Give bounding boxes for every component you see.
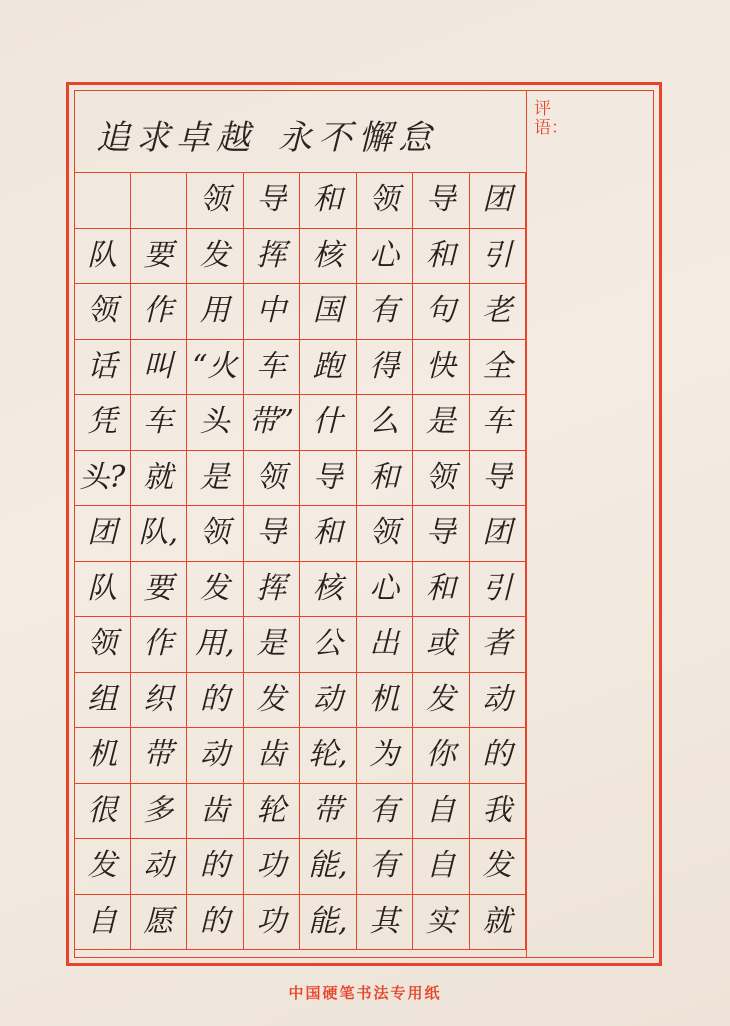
- grid-cell: 出: [357, 617, 414, 673]
- grid-cell: 的: [470, 728, 527, 784]
- comment-column-divider: [526, 90, 527, 958]
- grid-cell: 凭: [74, 395, 131, 451]
- grid-cell: 叫: [131, 340, 188, 396]
- grid-cell: 公: [300, 617, 357, 673]
- grid-cell: 领: [357, 506, 414, 562]
- grid-cell: 车: [470, 395, 527, 451]
- grid-cell: [74, 173, 131, 229]
- grid-cell: 核: [300, 562, 357, 618]
- grid-cell: 挥: [244, 562, 301, 618]
- grid-cell: 有: [357, 839, 414, 895]
- grid-cell: 和: [300, 506, 357, 562]
- grid-cell: 实: [413, 895, 470, 951]
- grid-cell: 和: [413, 562, 470, 618]
- grid-cell: 得: [357, 340, 414, 396]
- grid-cell: 的: [187, 895, 244, 951]
- grid-cell: 带”: [244, 395, 301, 451]
- grid-cell: 领: [74, 284, 131, 340]
- grid-cell: 话: [74, 340, 131, 396]
- grid-cell: 引: [470, 562, 527, 618]
- grid-cell: 队,: [131, 506, 188, 562]
- grid-cell: 和: [413, 229, 470, 285]
- grid-cell: 句: [413, 284, 470, 340]
- grid-cell: 车: [244, 340, 301, 396]
- grid-cell: 动: [131, 839, 188, 895]
- grid-cell: 要: [131, 562, 188, 618]
- grid-cell: [131, 173, 188, 229]
- grid-cell: 头?: [74, 451, 131, 507]
- grid-cell: 动: [300, 673, 357, 729]
- title-part-2: 永不懈怠: [278, 118, 438, 158]
- grid-cell: 什: [300, 395, 357, 451]
- grid-cell: 头: [187, 395, 244, 451]
- grid-cell: 愿: [131, 895, 188, 951]
- grid-cell: 其: [357, 895, 414, 951]
- grid-cell: 发: [470, 839, 527, 895]
- grid-cell: 领: [187, 506, 244, 562]
- grid-cell: 领: [187, 173, 244, 229]
- grid-cell: 核: [300, 229, 357, 285]
- grid-cell: 机: [357, 673, 414, 729]
- grid-cell: 有: [357, 784, 414, 840]
- grid-cell: 用: [187, 284, 244, 340]
- grid-cell: 要: [131, 229, 188, 285]
- grid-cell: 导: [413, 173, 470, 229]
- grid-cell: 齿: [244, 728, 301, 784]
- grid-cell: 轮: [244, 784, 301, 840]
- comment-label: 评语：: [534, 99, 568, 138]
- grid-cell: 动: [470, 673, 527, 729]
- grid-cell: 是: [413, 395, 470, 451]
- grid-cell: 和: [357, 451, 414, 507]
- page-title: [96, 110, 516, 162]
- grid-cell: 的: [187, 839, 244, 895]
- grid-cell: 领: [357, 173, 414, 229]
- grid-cell: 导: [244, 506, 301, 562]
- grid-cell: 和: [300, 173, 357, 229]
- grid-cell: 队: [74, 562, 131, 618]
- grid-cell: 跑: [300, 340, 357, 396]
- grid-cell: 发: [244, 673, 301, 729]
- grid-cell: 发: [74, 839, 131, 895]
- grid-cell: 能,: [300, 839, 357, 895]
- grid-cell: 挥: [244, 229, 301, 285]
- grid-cell: 多: [131, 784, 188, 840]
- grid-cell: 导: [244, 173, 301, 229]
- grid-cell: 组: [74, 673, 131, 729]
- grid-cell: 自: [413, 839, 470, 895]
- grid-cell: 作: [131, 617, 188, 673]
- grid-cell: 是: [187, 451, 244, 507]
- grid-cell: 队: [74, 229, 131, 285]
- grid-cell: 我: [470, 784, 527, 840]
- grid-cell: 中: [244, 284, 301, 340]
- grid-cell: 团: [470, 173, 527, 229]
- grid-cell: 发: [187, 562, 244, 618]
- grid-cell: 很: [74, 784, 131, 840]
- grid-cell: 功: [244, 895, 301, 951]
- grid-cell: 国: [300, 284, 357, 340]
- grid-cell: 导: [413, 506, 470, 562]
- grid-cell: 作: [131, 284, 188, 340]
- grid-cell: 用,: [187, 617, 244, 673]
- grid-cell: 团: [74, 506, 131, 562]
- grid-cell: 自: [74, 895, 131, 951]
- grid-cell: 者: [470, 617, 527, 673]
- title-part-1: 追求卓越: [96, 118, 256, 158]
- grid-cell: 车: [131, 395, 188, 451]
- grid-cell: 领: [74, 617, 131, 673]
- grid-cell: 心: [357, 229, 414, 285]
- grid-cell: 带: [131, 728, 188, 784]
- grid-cell: 能,: [300, 895, 357, 951]
- grid-cell: 齿: [187, 784, 244, 840]
- grid-cell: 你: [413, 728, 470, 784]
- grid-cell: 动: [187, 728, 244, 784]
- paper-brand-footer: 中国硬笔书法专用纸: [288, 984, 442, 1002]
- grid-cell: 自: [413, 784, 470, 840]
- grid-cell: “火: [187, 340, 244, 396]
- grid-cell: 轮,: [300, 728, 357, 784]
- grid-cell: 就: [131, 451, 188, 507]
- grid-cell: 有: [357, 284, 414, 340]
- grid-cell: 领: [413, 451, 470, 507]
- grid-cell: 领: [244, 451, 301, 507]
- grid-cell: 心: [357, 562, 414, 618]
- grid-cell: 的: [187, 673, 244, 729]
- grid-cell: 就: [470, 895, 527, 951]
- grid-cell: 导: [300, 451, 357, 507]
- grid-cell: 机: [74, 728, 131, 784]
- grid-cell: 么: [357, 395, 414, 451]
- writing-grid: [74, 172, 526, 950]
- grid-cell: 老: [470, 284, 527, 340]
- grid-cell: 引: [470, 229, 527, 285]
- grid-cell: 功: [244, 839, 301, 895]
- grid-cell: 或: [413, 617, 470, 673]
- grid-cell: 发: [413, 673, 470, 729]
- grid-cell: 导: [470, 451, 527, 507]
- grid-cell: 带: [300, 784, 357, 840]
- grid-cell: 快: [413, 340, 470, 396]
- grid-cell: 团: [470, 506, 527, 562]
- grid-cell: 为: [357, 728, 414, 784]
- grid-cell: 是: [244, 617, 301, 673]
- grid-cell: 全: [470, 340, 527, 396]
- grid-cell: 织: [131, 673, 188, 729]
- grid-cell: 发: [187, 229, 244, 285]
